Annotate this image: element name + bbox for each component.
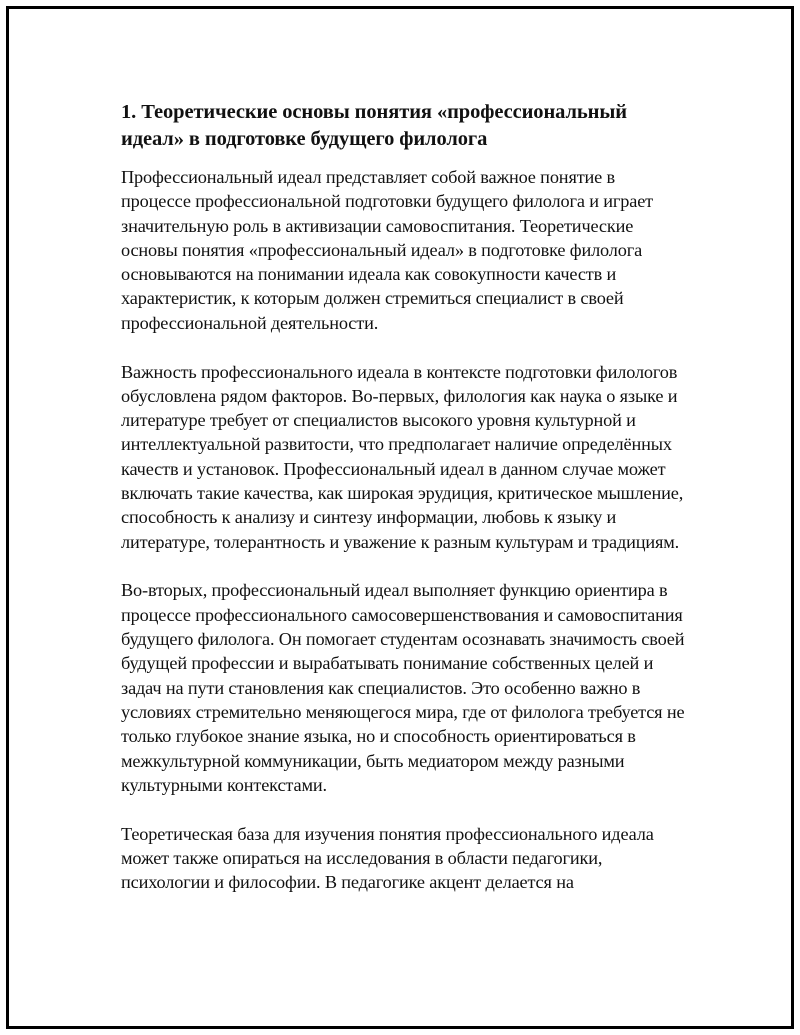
document-body bbox=[121, 99, 689, 919]
section-heading: 1. Теоретические основы понятия «профессиональный идеал» в подготовке будущего филолога bbox=[121, 101, 627, 150]
paragraph-2: Важность профессионального идеала в контексте подготовки филологов обусловлена рядом факторов. Во-первых, филология как наука о языке и литературе требует от специалистов высокого уровня культурной и интеллектуальной развитости, что предполагает наличие определённых качеств и установок. Профессиональный идеал в данном случае может включать такие качества, как широкая эрудиция, критическое мышление, способность к анализу и синтезу информации, любовь к языку и литературе, толерантность и уважение к разным культурам и традициям. bbox=[121, 361, 684, 552]
paragraph-4: Теоретическая база для изучения понятия профессионального идеала может также опираться на исследования в области педагогики, психологии и философии. В педагогике акцент делается на bbox=[121, 823, 654, 893]
document-page bbox=[6, 6, 794, 1029]
paragraph-3: Во-вторых, профессиональный идеал выполняет функцию ориентира в процессе профессионального самосовершенствования и самовоспитания будущего филолога. Он помогает студентам осознавать значимость своей будущей профессии и вырабатывать понимание собственных целей и задач на пути становления как специалистов. Это особенно важно в условиях стремительно меняющегося мира, где от филолога требуется не только глубокое знание языка, но и способность ориентироваться в межкультурной коммуникации, быть медиатором между разными культурными контекстами. bbox=[121, 580, 685, 795]
paragraph-1: Профессиональный идеал представляет собой важное понятие в процессе профессиональной подготовки будущего филолога и играет значительную роль в активизации самовоспитания. Теоретические основы понятия «профессиональный идеал» в подготовке филолога основываются на понимании идеала как совокупности качеств и характеристик, к которым должен стремиться специалист в своей профессиональной деятельности. bbox=[121, 167, 653, 333]
